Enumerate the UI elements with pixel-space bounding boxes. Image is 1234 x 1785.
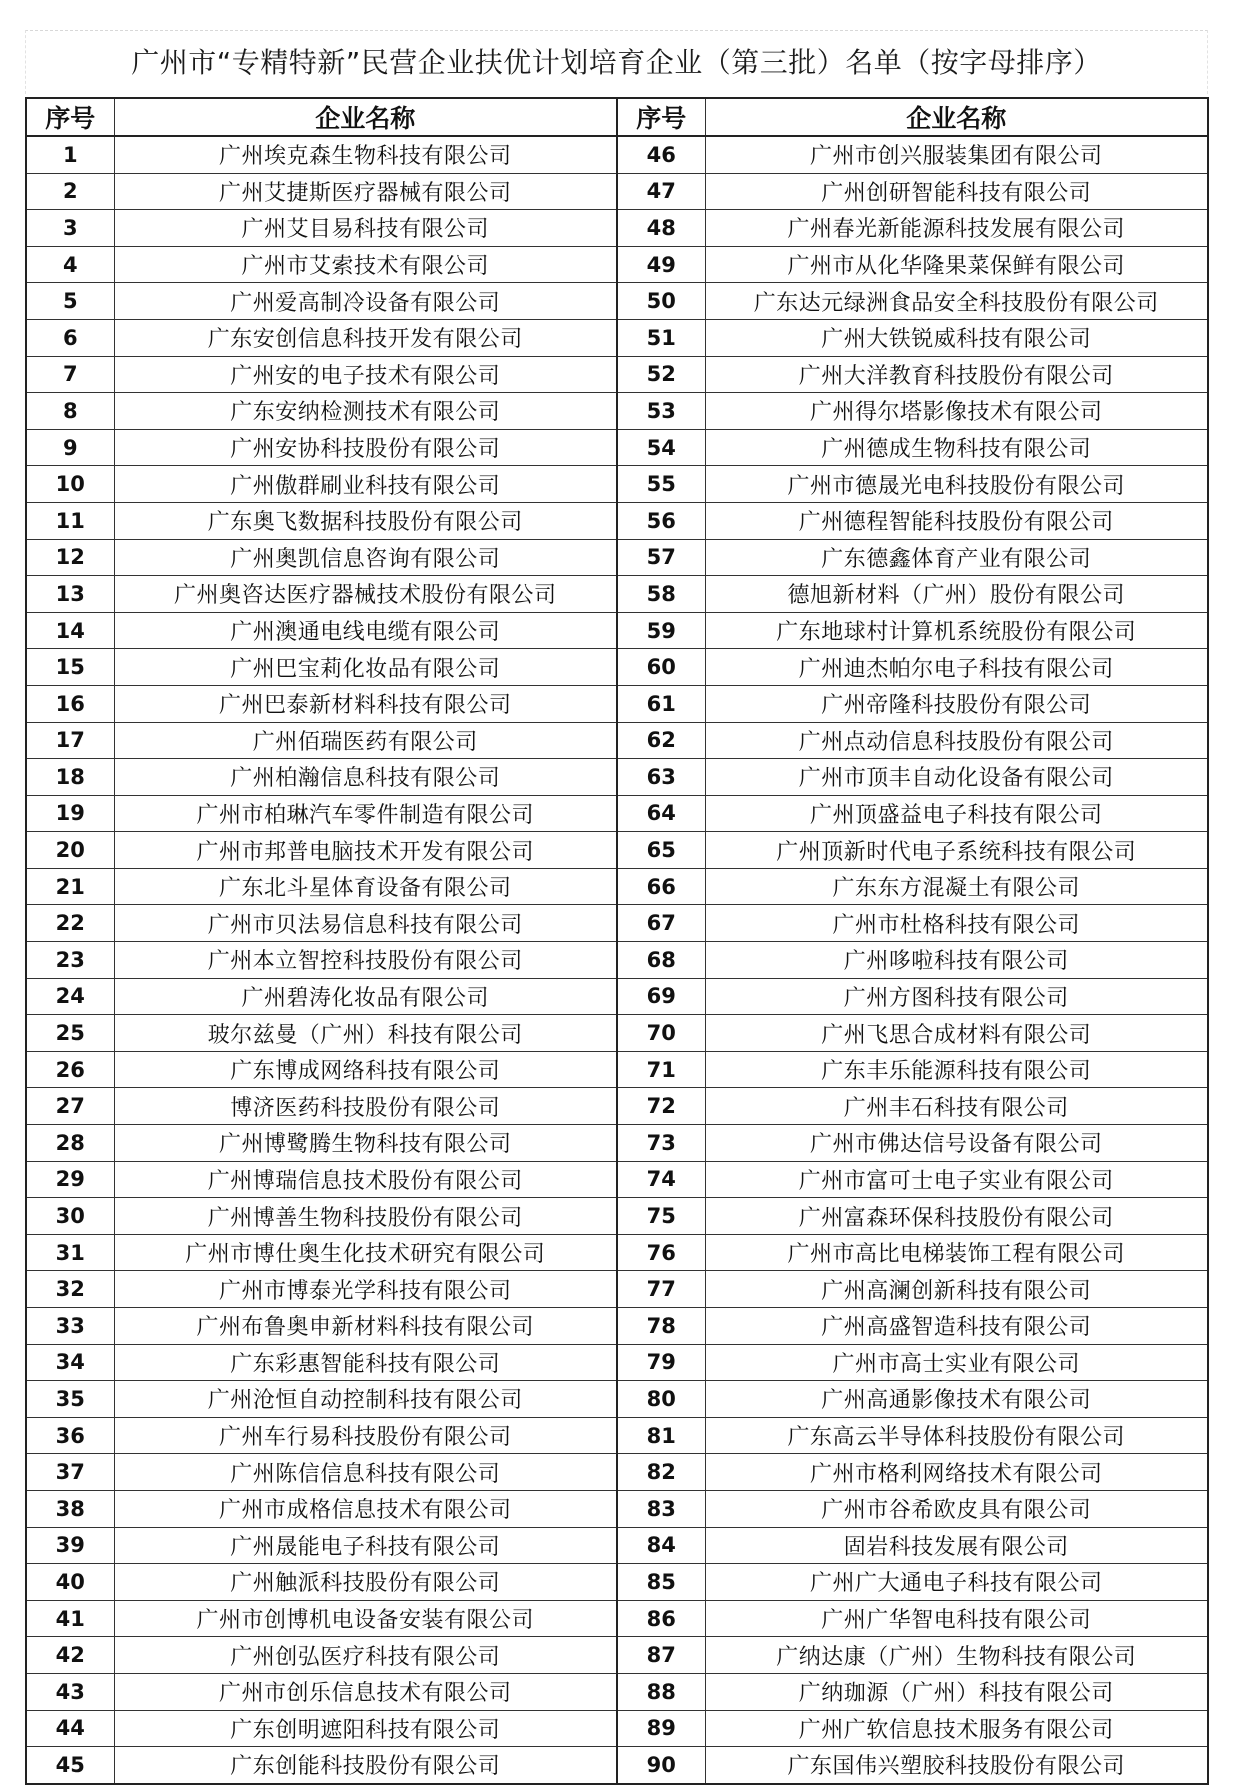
table-row (26, 722, 1208, 759)
row-company-left: 广州市创乐信息技术有限公司 (114, 1673, 617, 1710)
table-row (26, 319, 1208, 356)
table-row (26, 1417, 1208, 1454)
row-seq-left: 10 (26, 466, 114, 503)
row-company-right: 广州市佛达信号设备有限公司 (705, 1125, 1208, 1162)
table-row (26, 1015, 1208, 1052)
row-company-left: 广州沧恒自动控制科技有限公司 (114, 1381, 617, 1418)
row-seq-right: 70 (617, 1015, 705, 1052)
table-row (26, 1161, 1208, 1198)
row-seq-right: 59 (617, 612, 705, 649)
row-seq-right: 49 (617, 246, 705, 283)
row-company-right: 固岩科技发展有限公司 (705, 1527, 1208, 1564)
row-company-left: 广州傲群刷业科技有限公司 (114, 466, 617, 503)
row-seq-left: 39 (26, 1527, 114, 1564)
row-company-left: 广州市柏琳汽车零件制造有限公司 (114, 795, 617, 832)
table-row (26, 1198, 1208, 1235)
row-company-right: 广州德程智能科技股份有限公司 (705, 502, 1208, 539)
title-box (25, 30, 1208, 94)
row-company-left: 玻尔兹曼（广州）科技有限公司 (114, 1015, 617, 1052)
row-company-left: 广州艾捷斯医疗器械有限公司 (114, 173, 617, 210)
row-company-right: 德旭新材料（广州）股份有限公司 (705, 576, 1208, 613)
row-company-right: 广东丰乐能源科技有限公司 (705, 1051, 1208, 1088)
row-company-right: 广州飞思合成材料有限公司 (705, 1015, 1208, 1052)
row-seq-right: 82 (617, 1454, 705, 1491)
row-company-left: 广州市贝法易信息科技有限公司 (114, 905, 617, 942)
row-company-left: 广州巴宝莉化妆品有限公司 (114, 649, 617, 686)
row-company-right: 广州得尔塔影像技术有限公司 (705, 393, 1208, 430)
row-seq-left: 21 (26, 868, 114, 905)
header-name-right: 企业名称 (705, 98, 1208, 136)
row-company-left: 广东创明遮阳科技有限公司 (114, 1710, 617, 1747)
row-seq-right: 80 (617, 1381, 705, 1418)
row-company-left: 广州奥咨达医疗器械技术股份有限公司 (114, 576, 617, 613)
table-row (26, 210, 1208, 247)
row-company-left: 广州澳通电线电缆有限公司 (114, 612, 617, 649)
row-company-left: 广州安的电子技术有限公司 (114, 356, 617, 393)
table-row (26, 1454, 1208, 1491)
table-row (26, 1673, 1208, 1710)
row-company-left: 广东创能科技股份有限公司 (114, 1747, 617, 1784)
row-seq-right: 66 (617, 868, 705, 905)
row-seq-left: 26 (26, 1051, 114, 1088)
row-seq-left: 28 (26, 1125, 114, 1162)
row-company-left: 广州安协科技股份有限公司 (114, 429, 617, 466)
table-row (26, 1637, 1208, 1674)
table-row (26, 1600, 1208, 1637)
row-company-right: 广州富森环保科技股份有限公司 (705, 1198, 1208, 1235)
row-company-left: 广州触派科技股份有限公司 (114, 1564, 617, 1601)
row-seq-left: 36 (26, 1417, 114, 1454)
table-row (26, 905, 1208, 942)
row-seq-left: 14 (26, 612, 114, 649)
row-company-right: 广州春光新能源科技发展有限公司 (705, 210, 1208, 247)
row-seq-left: 35 (26, 1381, 114, 1418)
row-company-right: 广东德鑫体育产业有限公司 (705, 539, 1208, 576)
row-company-right: 广州广华智电科技有限公司 (705, 1600, 1208, 1637)
row-seq-left: 38 (26, 1490, 114, 1527)
row-seq-right: 63 (617, 759, 705, 796)
table-row (26, 685, 1208, 722)
row-company-left: 广州艾目易科技有限公司 (114, 210, 617, 247)
row-company-left: 广州陈信信息科技有限公司 (114, 1454, 617, 1491)
row-seq-left: 23 (26, 942, 114, 979)
table-row (26, 759, 1208, 796)
row-seq-left: 16 (26, 685, 114, 722)
table-row (26, 356, 1208, 393)
row-company-right: 广纳珈源（广州）科技有限公司 (705, 1673, 1208, 1710)
row-seq-right: 58 (617, 576, 705, 613)
row-seq-right: 90 (617, 1747, 705, 1784)
row-seq-left: 44 (26, 1710, 114, 1747)
table-row (26, 466, 1208, 503)
row-company-left: 博济医药科技股份有限公司 (114, 1088, 617, 1125)
row-company-right: 广州顶盛益电子科技有限公司 (705, 795, 1208, 832)
row-seq-right: 84 (617, 1527, 705, 1564)
row-seq-right: 85 (617, 1564, 705, 1601)
row-company-right: 广州大铁锐威科技有限公司 (705, 319, 1208, 356)
row-seq-left: 45 (26, 1747, 114, 1784)
row-company-right: 广州市顶丰自动化设备有限公司 (705, 759, 1208, 796)
row-seq-right: 52 (617, 356, 705, 393)
table-row (26, 649, 1208, 686)
row-seq-right: 69 (617, 978, 705, 1015)
row-seq-left: 3 (26, 210, 114, 247)
row-company-right: 广东地球村计算机系统股份有限公司 (705, 612, 1208, 649)
row-seq-right: 57 (617, 539, 705, 576)
row-seq-right: 79 (617, 1344, 705, 1381)
row-company-left: 广州博瑞信息技术股份有限公司 (114, 1161, 617, 1198)
row-company-right: 广州市从化华隆果菜保鲜有限公司 (705, 246, 1208, 283)
row-seq-left: 9 (26, 429, 114, 466)
row-company-left: 广州柏瀚信息科技有限公司 (114, 759, 617, 796)
row-company-right: 广州顶新时代电子系统科技有限公司 (705, 832, 1208, 869)
row-seq-right: 65 (617, 832, 705, 869)
table-row (26, 429, 1208, 466)
row-company-left: 广州奥凯信息咨询有限公司 (114, 539, 617, 576)
row-company-right: 广州迪杰帕尔电子科技有限公司 (705, 649, 1208, 686)
table-row (26, 978, 1208, 1015)
row-seq-right: 77 (617, 1271, 705, 1308)
row-seq-right: 46 (617, 136, 705, 173)
table-row (26, 1710, 1208, 1747)
enterprise-list-table (25, 97, 1209, 1785)
row-seq-left: 4 (26, 246, 114, 283)
row-seq-left: 41 (26, 1600, 114, 1637)
table-row (26, 1234, 1208, 1271)
row-seq-right: 50 (617, 283, 705, 320)
row-seq-left: 6 (26, 319, 114, 356)
row-seq-right: 72 (617, 1088, 705, 1125)
row-seq-right: 60 (617, 649, 705, 686)
row-company-right: 广州方图科技有限公司 (705, 978, 1208, 1015)
row-seq-left: 20 (26, 832, 114, 869)
row-seq-right: 81 (617, 1417, 705, 1454)
row-seq-right: 75 (617, 1198, 705, 1235)
row-seq-left: 34 (26, 1344, 114, 1381)
row-seq-left: 27 (26, 1088, 114, 1125)
table-row (26, 283, 1208, 320)
table-row (26, 502, 1208, 539)
row-seq-left: 29 (26, 1161, 114, 1198)
row-company-right: 广州市谷希欧皮具有限公司 (705, 1490, 1208, 1527)
row-company-right: 广东达元绿洲食品安全科技股份有限公司 (705, 283, 1208, 320)
row-company-left: 广州埃克森生物科技有限公司 (114, 136, 617, 173)
row-seq-right: 64 (617, 795, 705, 832)
row-company-left: 广东北斗星体育设备有限公司 (114, 868, 617, 905)
row-company-right: 广州高澜创新科技有限公司 (705, 1271, 1208, 1308)
row-company-left: 广州博鹭腾生物科技有限公司 (114, 1125, 617, 1162)
row-company-right: 广州帝隆科技股份有限公司 (705, 685, 1208, 722)
row-company-left: 广州市博仕奥生化技术研究有限公司 (114, 1234, 617, 1271)
row-seq-left: 15 (26, 649, 114, 686)
row-seq-left: 18 (26, 759, 114, 796)
row-company-right: 广州广软信息技术服务有限公司 (705, 1710, 1208, 1747)
table-row (26, 1344, 1208, 1381)
row-seq-left: 7 (26, 356, 114, 393)
row-company-left: 广州佰瑞医药有限公司 (114, 722, 617, 759)
table-row (26, 1564, 1208, 1601)
row-company-left: 广东博成网络科技有限公司 (114, 1051, 617, 1088)
row-seq-left: 19 (26, 795, 114, 832)
row-company-right: 广州高盛智造科技有限公司 (705, 1308, 1208, 1345)
table-row (26, 1747, 1208, 1784)
row-seq-right: 62 (617, 722, 705, 759)
header-seq-right: 序号 (617, 98, 705, 136)
row-company-right: 广州市杜格科技有限公司 (705, 905, 1208, 942)
row-company-right: 广州市高士实业有限公司 (705, 1344, 1208, 1381)
row-company-left: 广州车行易科技股份有限公司 (114, 1417, 617, 1454)
table-row (26, 832, 1208, 869)
row-seq-left: 25 (26, 1015, 114, 1052)
table-row (26, 1490, 1208, 1527)
table-row (26, 393, 1208, 430)
row-seq-left: 1 (26, 136, 114, 173)
row-company-right: 广东东方混凝土有限公司 (705, 868, 1208, 905)
row-seq-right: 51 (617, 319, 705, 356)
row-seq-left: 33 (26, 1308, 114, 1345)
row-company-left: 广州市博泰光学科技有限公司 (114, 1271, 617, 1308)
row-seq-right: 53 (617, 393, 705, 430)
row-seq-left: 32 (26, 1271, 114, 1308)
row-seq-left: 24 (26, 978, 114, 1015)
row-company-right: 广州大洋教育科技股份有限公司 (705, 356, 1208, 393)
row-seq-left: 12 (26, 539, 114, 576)
table-row (26, 942, 1208, 979)
row-company-left: 广州爱高制冷设备有限公司 (114, 283, 617, 320)
row-seq-right: 73 (617, 1125, 705, 1162)
row-company-right: 广州广大通电子科技有限公司 (705, 1564, 1208, 1601)
row-seq-right: 47 (617, 173, 705, 210)
row-company-right: 广东高云半导体科技股份有限公司 (705, 1417, 1208, 1454)
row-company-left: 广州市艾索技术有限公司 (114, 246, 617, 283)
table-row (26, 246, 1208, 283)
row-seq-left: 40 (26, 1564, 114, 1601)
row-seq-right: 88 (617, 1673, 705, 1710)
row-seq-right: 68 (617, 942, 705, 979)
row-company-left: 广东安创信息科技开发有限公司 (114, 319, 617, 356)
row-seq-right: 78 (617, 1308, 705, 1345)
table-row (26, 1308, 1208, 1345)
row-company-right: 广州市德晟光电科技股份有限公司 (705, 466, 1208, 503)
table-body (26, 136, 1208, 1784)
row-company-left: 广州巴泰新材料科技有限公司 (114, 685, 617, 722)
row-seq-left: 8 (26, 393, 114, 430)
table-row (26, 136, 1208, 173)
row-company-right: 广州市格利网络技术有限公司 (705, 1454, 1208, 1491)
row-company-left: 广州市成格信息技术有限公司 (114, 1490, 617, 1527)
row-company-right: 广州丰石科技有限公司 (705, 1088, 1208, 1125)
row-seq-right: 87 (617, 1637, 705, 1674)
row-seq-left: 43 (26, 1673, 114, 1710)
table-row (26, 576, 1208, 613)
row-seq-left: 17 (26, 722, 114, 759)
row-seq-left: 5 (26, 283, 114, 320)
row-company-left: 广东安纳检测技术有限公司 (114, 393, 617, 430)
row-company-left: 广州布鲁奥申新材料科技有限公司 (114, 1308, 617, 1345)
row-seq-left: 30 (26, 1198, 114, 1235)
table-row (26, 1088, 1208, 1125)
row-company-left: 广州市创博机电设备安装有限公司 (114, 1600, 617, 1637)
row-seq-right: 67 (617, 905, 705, 942)
row-seq-left: 2 (26, 173, 114, 210)
row-company-right: 广纳达康（广州）生物科技有限公司 (705, 1637, 1208, 1674)
table-row (26, 1051, 1208, 1088)
table-row (26, 1271, 1208, 1308)
header-name-left: 企业名称 (114, 98, 617, 136)
row-company-right: 广州点动信息科技股份有限公司 (705, 722, 1208, 759)
row-seq-right: 74 (617, 1161, 705, 1198)
row-seq-right: 54 (617, 429, 705, 466)
table-row (26, 1125, 1208, 1162)
row-seq-right: 86 (617, 1600, 705, 1637)
page-title: 广州市“专精特新”民营企业扶优计划培育企业（第三批）名单（按字母排序） (131, 46, 1102, 79)
row-company-right: 广州市创兴服装集团有限公司 (705, 136, 1208, 173)
row-company-left: 广州市邦普电脑技术开发有限公司 (114, 832, 617, 869)
row-seq-right: 55 (617, 466, 705, 503)
row-seq-right: 89 (617, 1710, 705, 1747)
row-company-right: 广州高通影像技术有限公司 (705, 1381, 1208, 1418)
table-row (26, 539, 1208, 576)
header-seq-left: 序号 (26, 98, 114, 136)
row-seq-left: 42 (26, 1637, 114, 1674)
row-seq-right: 71 (617, 1051, 705, 1088)
table-header-row (26, 98, 1208, 136)
row-seq-left: 31 (26, 1234, 114, 1271)
row-seq-right: 48 (617, 210, 705, 247)
row-company-right: 广州哆啦科技有限公司 (705, 942, 1208, 979)
table-row (26, 1381, 1208, 1418)
row-company-left: 广州创弘医疗科技有限公司 (114, 1637, 617, 1674)
row-seq-left: 22 (26, 905, 114, 942)
row-company-left: 广州本立智控科技股份有限公司 (114, 942, 617, 979)
row-seq-right: 83 (617, 1490, 705, 1527)
row-company-left: 广州博善生物科技股份有限公司 (114, 1198, 617, 1235)
row-company-right: 广东国伟兴塑胶科技股份有限公司 (705, 1747, 1208, 1784)
row-company-right: 广州市富可士电子实业有限公司 (705, 1161, 1208, 1198)
row-company-left: 广州碧涛化妆品有限公司 (114, 978, 617, 1015)
table-row (26, 1527, 1208, 1564)
row-seq-left: 37 (26, 1454, 114, 1491)
row-seq-left: 13 (26, 576, 114, 613)
table-row (26, 868, 1208, 905)
row-seq-left: 11 (26, 502, 114, 539)
row-company-right: 广州德成生物科技有限公司 (705, 429, 1208, 466)
row-seq-right: 56 (617, 502, 705, 539)
row-seq-right: 76 (617, 1234, 705, 1271)
row-company-left: 广东奥飞数据科技股份有限公司 (114, 502, 617, 539)
table-row (26, 173, 1208, 210)
row-company-right: 广州创研智能科技有限公司 (705, 173, 1208, 210)
table-row (26, 612, 1208, 649)
row-seq-right: 61 (617, 685, 705, 722)
row-company-left: 广州晟能电子科技有限公司 (114, 1527, 617, 1564)
row-company-left: 广东彩惠智能科技有限公司 (114, 1344, 617, 1381)
row-company-right: 广州市高比电梯装饰工程有限公司 (705, 1234, 1208, 1271)
table-row (26, 795, 1208, 832)
